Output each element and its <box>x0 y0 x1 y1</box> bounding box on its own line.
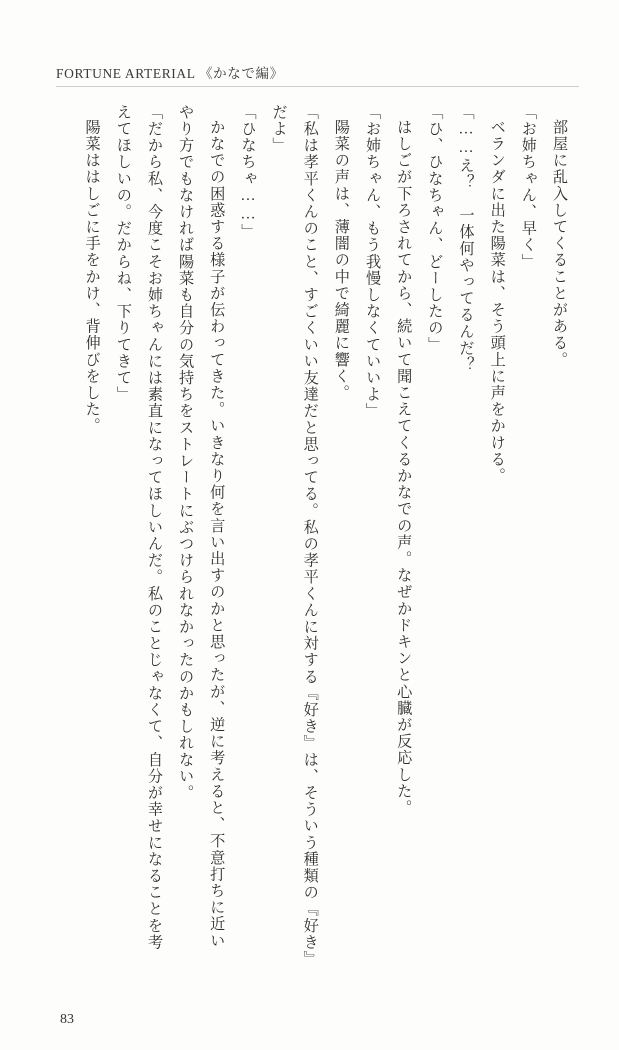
page-header <box>56 62 579 86</box>
paragraph: 「だから私、今度こそお姉ちゃんには素直になってほしいんだ。私のことじゃなくて、自分が幸せになることを考えてほしいの。だからね、下りてきて」 <box>114 104 163 951</box>
paragraph: 陽菜ははしごに手をかけ、背伸びをした。 <box>83 119 101 435</box>
header-divider <box>56 86 579 87</box>
vertical-text-body <box>44 104 575 964</box>
paragraph: 部屋に乱入してくることがある。 <box>551 119 568 369</box>
paragraph: はしごが下ろされてから、続いて聞こえてくるかなでの声。なぜかドキンと心臓が反応した。 <box>395 119 413 817</box>
paragraph: 「私は孝平くんのこと、すごくいい友達だと思ってる。私の孝平くんに対する『好き』は、そういう種類の『好き』だよ」 <box>270 104 319 960</box>
paragraph: 「ひ、ひなちゃん、どーしたの」 <box>426 104 444 353</box>
paragraph: 「お姉ちゃん、もう我慢しなくていいよ」 <box>364 104 382 420</box>
page-footer <box>60 1010 74 1028</box>
running-title: FORTUNE ARTERIAL 《かなで編》 <box>56 66 284 81</box>
paragraph: 「……え？ 一体何やってるんだ？ <box>457 104 475 374</box>
paragraph: 「ひなちゃ……」 <box>239 104 257 241</box>
paragraph: 「お姉ちゃん、早く」 <box>519 104 537 270</box>
paragraph: かなでの困惑する様子が伝わってきた。いきなり何を言い出すのかと思ったが、逆に考えると、不意打ちに近いやり方でもなければ陽菜も自分の気持ちをストレートにぶつけられなかったのかもしれない。 <box>177 104 226 950</box>
paragraph: 陽菜の声は、薄闇の中で綺麗に響く。 <box>332 119 350 402</box>
paragraph: ベランダに出た陽菜は、そう頭上に声をかける。 <box>488 119 506 485</box>
page-number: 83 <box>60 1012 74 1027</box>
